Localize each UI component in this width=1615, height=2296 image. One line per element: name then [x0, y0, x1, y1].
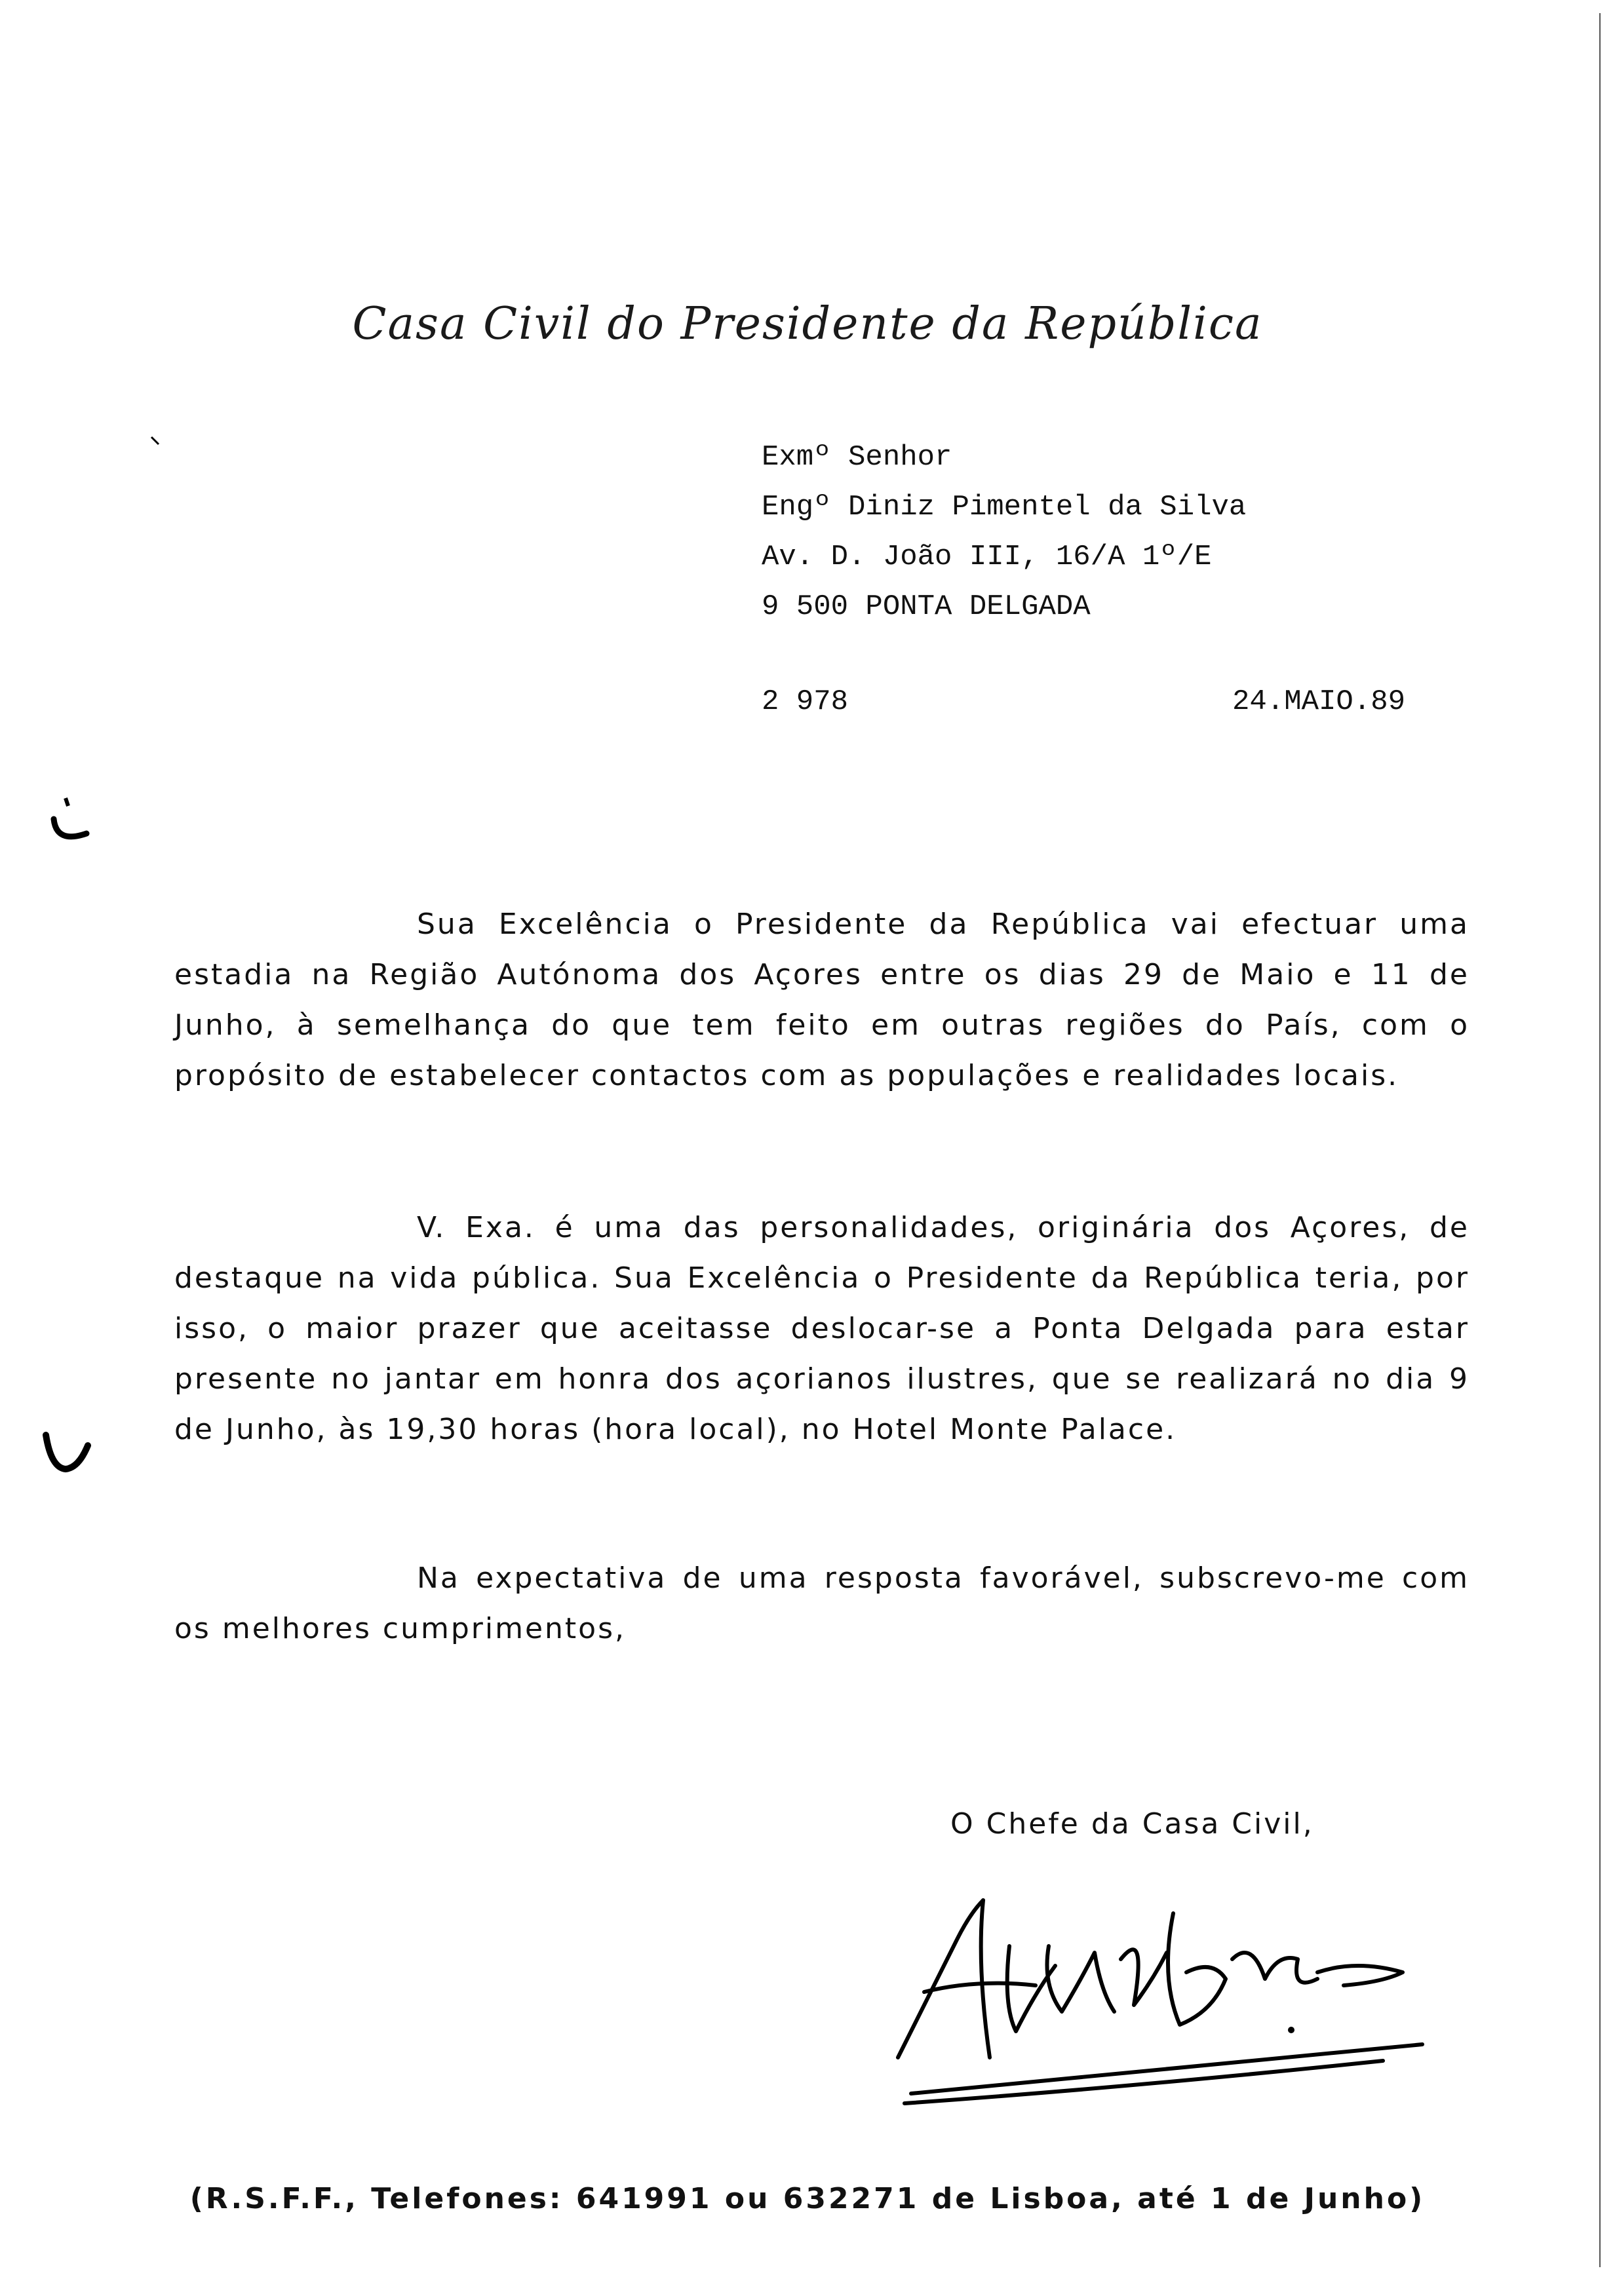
scan-tick: [149, 435, 163, 448]
paragraph-3: [174, 1553, 1469, 1654]
paragraph-1: [174, 899, 1469, 1101]
footer-rsvp-note: (R.S.F.F., Telefones: 641991 ou 632271 de Lisboa, até 1 de Junho): [189, 2182, 1426, 2215]
page-edge-line: [1599, 13, 1601, 2267]
scan-mark-top: [46, 793, 98, 852]
recipient-name: Engº Diniz Pimentel da Silva: [762, 491, 1247, 524]
paragraph-2: [174, 1202, 1469, 1455]
recipient-street: Av. D. João III, 16/A 1º/E: [762, 541, 1212, 573]
paragraph-3-text: Na expectativa de uma resposta favorável, subscrevo-me com os melhores cumprimentos,: [174, 1561, 1469, 1645]
closing-title: O Chefe da Casa Civil,: [950, 1807, 1314, 1841]
reference-number: 2 978: [762, 685, 849, 718]
recipient-city: 9 500 PONTA DELGADA: [762, 590, 1091, 623]
letterhead: Casa Civil do Presidente da República: [352, 298, 1263, 350]
paragraph-1-text: Sua Excelência o Presidente da República vai efectuar uma estadia na Região Autónoma dos Açores entre os dias 29 de Maio e 11 de Junho, à semelhança do que tem feito em outras regiões do País, com o propósito de estabelecer contactos com as populações e realidades locais.: [174, 908, 1469, 1092]
paragraph-2-text: V. Exa. é uma das personalidades, originária dos Açores, de destaque na vida pública. Sua Excelência o Presidente da República teria, por isso, o maior prazer que aceitasse deslocar-se a Ponta Delgada para estar presente no jantar em honra dos açorianos ilustres, que se realizará no dia 9 de Junho, às 19,30 horas (hora local), no Hotel Monte Palace.: [174, 1211, 1469, 1446]
letter-date: 24.MAIO.89: [1232, 685, 1406, 718]
handwritten-signature: [885, 1861, 1462, 2110]
scan-mark-bottom: [39, 1422, 98, 1481]
recipient-title: Exmº Senhor: [762, 441, 952, 474]
recipient-address: [762, 432, 1246, 632]
